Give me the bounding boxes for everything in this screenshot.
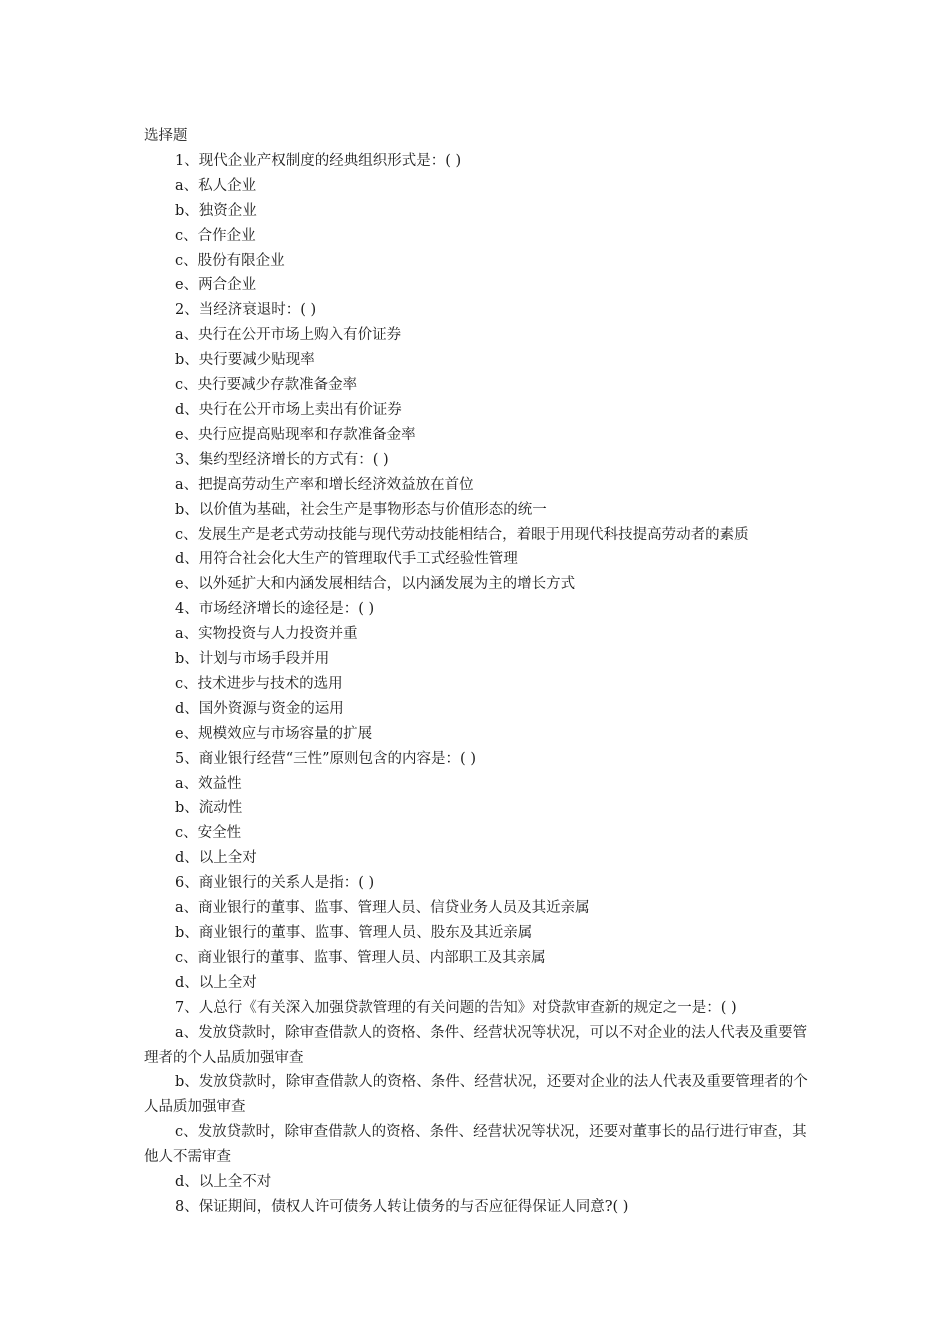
option: a、实物投资与人力投资并重 [175, 626, 358, 643]
option: d、以上全对 [175, 850, 257, 867]
question-8: 8、保证期间，债权人许可债务人转让债务的与否应征得保证人同意?( ) [175, 1198, 629, 1215]
option: b、以价值为基础，社会生产是事物形态与价值形态的统一 [175, 501, 547, 518]
question-4: 4、市场经济增长的途径是：( ) [175, 601, 375, 618]
question-6: 6、商业银行的关系人是指：( ) [175, 875, 375, 892]
option: d、央行在公开市场上卖出有价证券 [175, 401, 402, 418]
option: c、合作企业 [175, 227, 256, 244]
option: b、央行要减少贴现率 [175, 352, 315, 369]
option: b、流动性 [175, 800, 243, 817]
option: a、私人企业 [175, 177, 257, 194]
option: b、商业银行的董事、监事、管理人员、股东及其近亲属 [175, 925, 533, 941]
option: a、效益性 [175, 775, 242, 792]
option: d、以上全不对 [175, 1174, 272, 1191]
option: a、把提高劳动生产率和增长经济效益放在首位 [175, 476, 474, 493]
option: e、规模效应与市场容量的扩展 [175, 725, 373, 742]
question-2: 2、当经济衰退时：( ) [175, 302, 317, 319]
option: c、发展生产是老式劳动技能与现代劳动技能相结合，着眼于用现代科技提高劳动者的素质 [175, 526, 749, 543]
option: c、股份有限企业 [175, 252, 285, 269]
option: a、商业银行的董事、监事、管理人员、信贷业务人员及其近亲属 [175, 900, 590, 917]
section-title: 选择题 [144, 128, 188, 144]
question-5: 5、商业银行经营“三性”原则包含的内容是：( ) [175, 750, 476, 767]
option: a、央行在公开市场上购入有价证券 [175, 327, 402, 344]
option: d、以上全对 [175, 974, 257, 991]
option: a、发放贷款时，除审查借款人的资格、条件、经营状况等状况，可以不对企业的法人代表及重要管理者的个人品质加强审查 [144, 1024, 808, 1066]
question-3: 3、集约型经济增长的方式有：( ) [175, 451, 389, 468]
question-1: 1、现代企业产权制度的经典组织形式是：( ) [175, 152, 462, 169]
option: d、国外资源与资金的运用 [175, 700, 344, 717]
document-page [144, 124, 814, 1220]
option: b、发放贷款时，除审查借款人的资格、条件、经营状况，还要对企业的法人代表及重要管理者的个人品质加强审查 [144, 1074, 808, 1116]
option: e、以外延扩大和内涵发展相结合，以内涵发展为主的增长方式 [175, 576, 576, 593]
option: c、商业银行的董事、监事、管理人员、内部职工及其亲属 [175, 949, 546, 966]
question-7: 7、人总行《有关深入加强贷款管理的有关问题的告知》对贷款审查新的规定之一是：( ) [175, 999, 737, 1016]
option: c、发放贷款时，除审查借款人的资格、条件、经营状况等状况，还要对董事长的品行进行审查，其他人不需审查 [144, 1124, 807, 1166]
option: e、两合企业 [175, 277, 257, 294]
option: d、用符合社会化大生产的管理取代手工式经验性管理 [175, 551, 518, 568]
option: c、技术进步与技术的选用 [175, 675, 343, 692]
option: b、独资企业 [175, 202, 257, 219]
option: b、计划与市场手段并用 [175, 651, 330, 668]
option: c、央行要减少存款准备金率 [175, 377, 358, 394]
option: e、央行应提高贴现率和存款准备金率 [175, 426, 416, 443]
option: c、安全性 [175, 825, 242, 842]
